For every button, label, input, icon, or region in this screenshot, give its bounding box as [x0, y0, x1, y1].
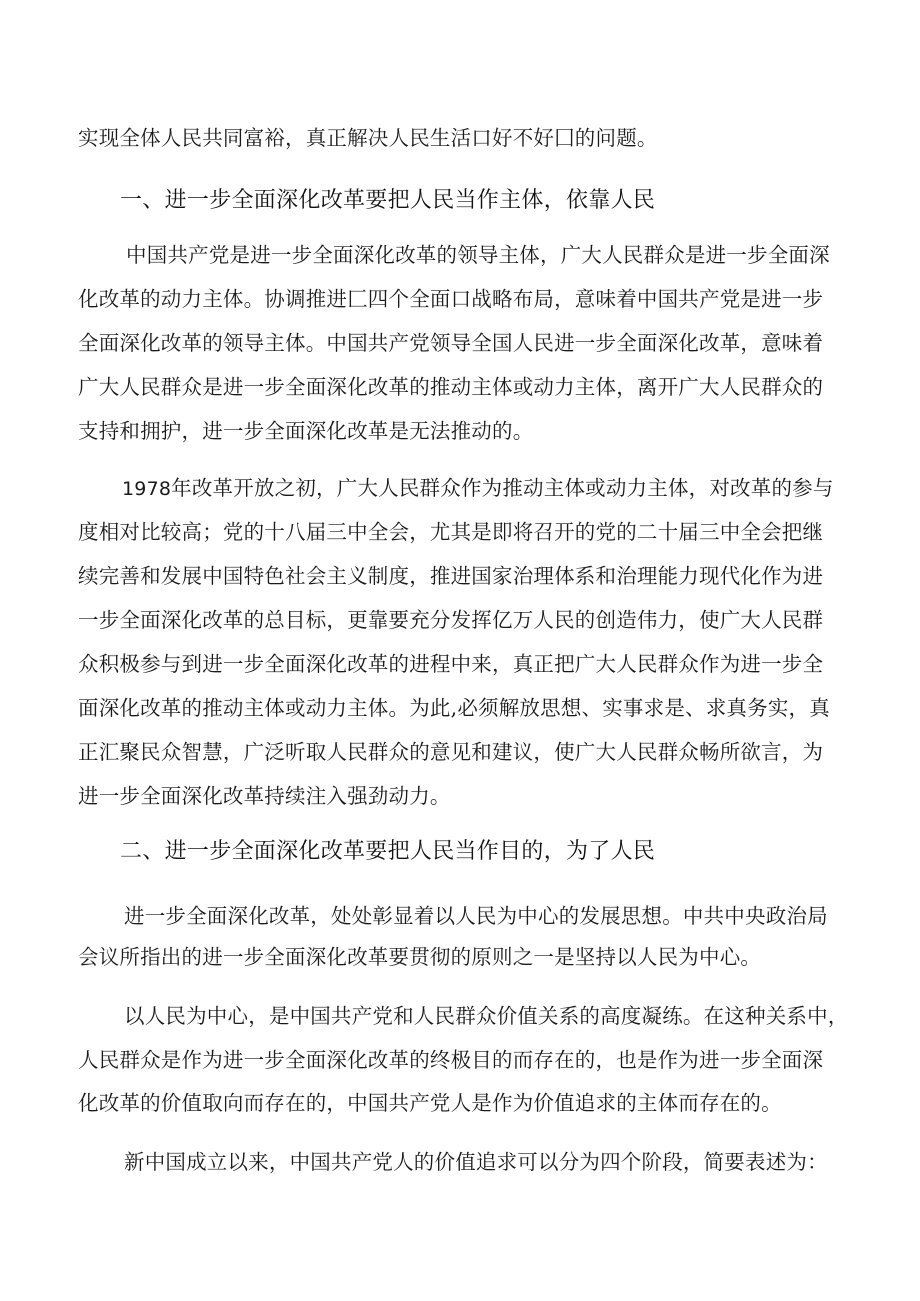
- paragraph-line: 续完善和发展中国特色社会主义制度，推进国家治理体系和治理能力现代化作为进: [78, 564, 824, 588]
- paragraph-line: 中国共产党是进一步全面深化改革的领导主体，广大人民群众是进一步全面深: [126, 243, 830, 267]
- paragraph-line: 进一步全面深化改革持续注入强劲动力。: [78, 784, 451, 808]
- paragraph-line: 支持和拥护，进一步全面深化改革是无法推动的。: [78, 419, 534, 443]
- paragraph-line: 进一步全面深化改革，处处彰显着以人民为中心的发展思想。中共中央政治局: [124, 904, 828, 928]
- paragraph-line: 人民群众是作为进一步全面深化改革的终极目的而存在的，也是作为进一步全面深: [78, 1048, 824, 1072]
- paragraph-line: 会议所指出的进一步全面深化改革要贯彻的原则之一是坚持以人民为中心。: [78, 945, 762, 969]
- paragraph-line: 全面深化改革的领导主体。中国共产党领导全国人民进一步全面深化改革，意味着: [78, 331, 824, 355]
- year-number: 1978: [122, 478, 172, 500]
- section-heading-2: 二、进一步全面深化改革要把人民当作目的，为了人民: [120, 839, 656, 864]
- paragraph-line: [0, 466, 920, 510]
- paragraph-line: 化改革的动力主体。协调推进匚四个全面口战略布局，意味着中国共产党是进一步: [78, 287, 824, 311]
- section-heading-1: 一、进一步全面深化改革要把人民当作主体，依靠人民: [120, 188, 656, 213]
- paragraph-line: 化改革的价值取向而存在的，中国共产党人是作为价值追求的主体而存在的。: [78, 1091, 782, 1115]
- paragraph-line: 新中国成立以来，中国共产党人的价值追求可以分为四个阶段，简要表述为：: [124, 1150, 828, 1174]
- paragraph-line: 正汇聚民众智慧，广泛听取人民群众的意见和建议，使广大人民群众畅所欲言，为: [78, 740, 824, 764]
- paragraph-line: 度相对比较高；党的十八届三中全会，尤其是即将召开的党的二十届三中全会把继: [78, 520, 824, 544]
- paragraph-line: 一步全面深化改革的总目标，更靠要充分发挥亿万人民的创造伟力，使广大人民群: [78, 608, 824, 632]
- paragraph-line: 广大人民群众是进一步全面深化改革的推动主体或动力主体，离开广大人民群众的: [78, 375, 824, 399]
- paragraph-line-text: 年改革开放之初，广大人民群众作为推动主体或动力主体，对改革的参与: [171, 476, 834, 500]
- paragraph-line: 实现全体人民共同富裕，真正解决人民生活口好不好囗的问题。: [78, 126, 658, 150]
- paragraph-line: 众积极参与到进一步全面深化改革的进程中来，真正把广大人民群众作为进一步全: [78, 652, 824, 676]
- paragraph-line: 面深化改革的推动主体或动力主体。为此,必须解放思想、实事求是、求真务实，真: [78, 696, 830, 720]
- paragraph-line: 以人民为中心，是中国共产党和人民群众价值关系的高度凝练。在这种关系中，: [124, 1004, 849, 1028]
